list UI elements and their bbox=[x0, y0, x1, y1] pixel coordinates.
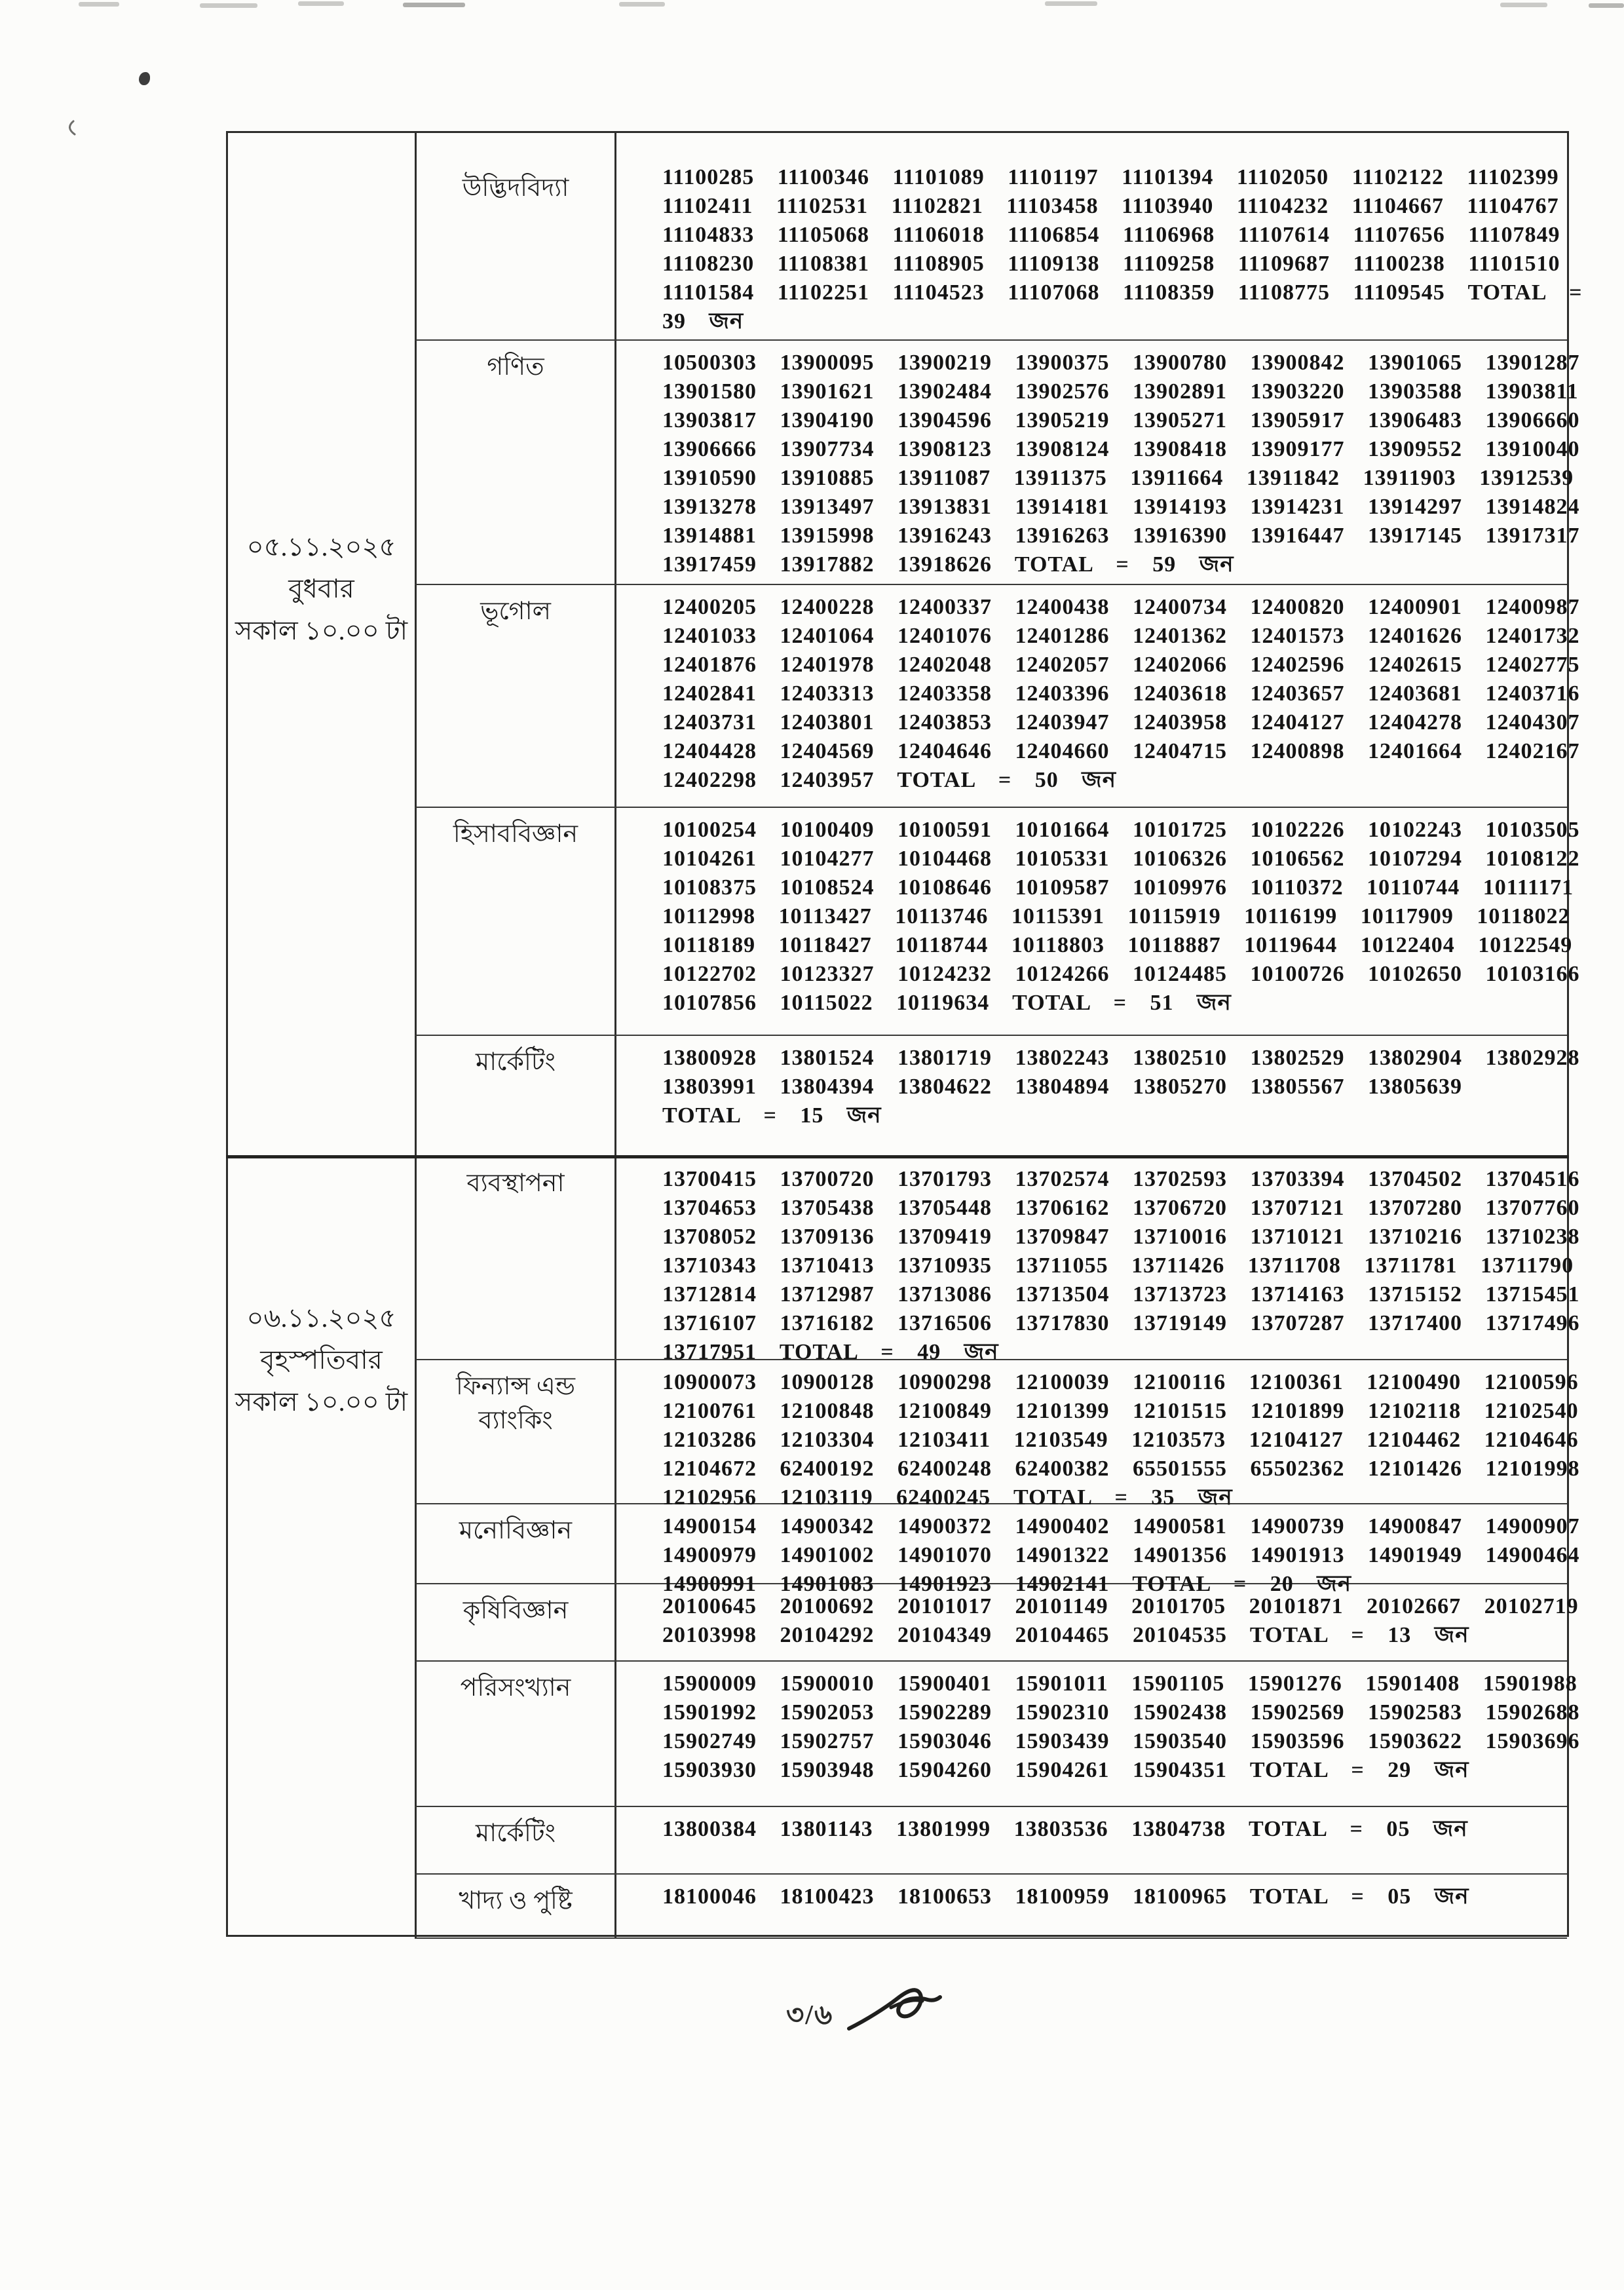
session-time: সকাল ১০.০০ টা bbox=[235, 1387, 408, 1417]
subject-name-line2: ব্যাংকিং bbox=[478, 1407, 553, 1434]
roll-numbers-line: 13901580 13901621 13902484 13902576 13902891 13903220 13903588 13903811 bbox=[662, 379, 1579, 404]
roll-numbers-line: 11104833 11105068 11106018 11106854 11106968 11107614 11107656 11107849 bbox=[662, 223, 1560, 247]
roll-numbers-line: 18100046 18100423 18100653 18100959 18100965 TOTAL = 05 জন bbox=[662, 1884, 1469, 1909]
roll-numbers-line: 12100761 12100848 12100849 12101399 12101515 12101899 12102118 12102540 bbox=[662, 1399, 1579, 1423]
table-row bbox=[415, 1662, 1580, 1807]
roll-numbers-line: 13800384 13801143 13801999 13803536 13804738 TOTAL = 05 জন bbox=[662, 1817, 1468, 1841]
signature-mark bbox=[845, 1977, 943, 2043]
scan-artifact-dash bbox=[1589, 3, 1624, 8]
roll-numbers-line: 11102411 11102531 11102821 11103458 11103940 11104232 11104667 11104767 bbox=[662, 194, 1559, 218]
roll-numbers-line: 13910590 13910885 13911087 13911375 13911664 13911842 13911903 13912539 bbox=[662, 466, 1574, 490]
roll-numbers-line: 15902749 15902757 15903046 15903439 15903540 15903596 15903622 15903696 bbox=[662, 1729, 1580, 1753]
roll-numbers-line: 12401876 12401978 12402048 12402057 12402066 12402596 12402615 12402775 bbox=[662, 653, 1580, 677]
subject-name: খাদ্য ও পুষ্টি bbox=[459, 1887, 573, 1915]
table-row bbox=[415, 585, 1580, 808]
roll-numbers-line: 13903817 13904190 13904596 13905219 13905271 13905917 13906483 13906660 bbox=[662, 408, 1580, 432]
scan-artifact-dash bbox=[298, 1, 344, 6]
roll-numbers-line: 10108375 10108524 10108646 10109587 10109976 10110372 10110744 10111171 bbox=[662, 875, 1574, 900]
session-day: বুধবার bbox=[288, 574, 354, 603]
table-row bbox=[415, 808, 1580, 1036]
roll-numbers-line: 13913278 13913497 13913831 13914181 13914193 13914231 13914297 13914824 bbox=[662, 495, 1580, 519]
roll-numbers-line: 20103998 20104292 20104349 20104465 20104535 TOTAL = 13 জন bbox=[662, 1623, 1469, 1647]
roll-numbers-line: 13708052 13709136 13709419 13709847 13710016 13710121 13710216 13710238 bbox=[662, 1225, 1580, 1249]
roll-numbers-cell bbox=[614, 1157, 1587, 1364]
table-row bbox=[415, 1036, 1580, 1157]
roll-numbers-line: 12402841 12403313 12403358 12403396 12403618 12403657 12403681 12403716 bbox=[662, 681, 1580, 706]
roll-numbers-cell bbox=[614, 341, 1587, 584]
subject-name-line1: ফিন্যান্স এন্ড bbox=[455, 1373, 575, 1400]
table-row bbox=[415, 1360, 1580, 1510]
roll-numbers-line: 15903930 15903948 15904260 15904261 15904351 TOTAL = 29 জন bbox=[662, 1758, 1469, 1782]
roll-numbers-line: 11100285 11100346 11101089 11101197 11101394 11102050 11102122 11102399 bbox=[662, 165, 1559, 189]
subject-name: মার্কেটিং bbox=[476, 1048, 556, 1076]
roll-numbers-line: 12401033 12401064 12401076 12401286 12401362 12401573 12401626 12401732 bbox=[662, 624, 1580, 648]
roll-numbers-line: 13704653 13705438 13705448 13706162 13706720 13707121 13707280 13707760 bbox=[662, 1196, 1580, 1220]
subject-name: মার্কেটিং bbox=[476, 1820, 556, 1847]
session-date: ০৫.১১.২০২৫ bbox=[246, 532, 396, 562]
table-row bbox=[415, 1875, 1567, 1939]
scan-artifact-dash bbox=[619, 2, 665, 7]
session-time: সকাল ১০.০০ টা bbox=[235, 616, 408, 645]
table-row bbox=[415, 133, 1583, 341]
subject-name: পরিসংখ্যান bbox=[460, 1674, 571, 1702]
scan-artifact-dash bbox=[79, 2, 119, 7]
roll-numbers-line: 13700415 13700720 13701793 13702574 13702593 13703394 13704502 13704516 bbox=[662, 1167, 1580, 1191]
roll-numbers-line: 13906666 13907734 13908123 13908124 13908418 13909177 13909552 13910040 bbox=[662, 437, 1580, 461]
roll-numbers-line: 10100254 10100409 10100591 10101664 10101725 10102226 10102243 10103505 bbox=[662, 818, 1580, 842]
date-cell-session-1 bbox=[228, 133, 415, 1157]
roll-numbers-cell bbox=[614, 1807, 1567, 1873]
date-cell-session-2 bbox=[228, 1158, 415, 1939]
roll-numbers-cell bbox=[614, 1875, 1567, 1937]
ink-curl-mark bbox=[63, 120, 80, 137]
roll-numbers-line: 12102956 12103119 62400245 TOTAL = 35 জন bbox=[662, 1485, 1233, 1510]
roll-numbers-line: 14900991 14901083 14901923 14902141 TOTAL = 20 জন bbox=[662, 1572, 1351, 1596]
roll-numbers-line: 10122702 10123327 10124232 10124266 10124485 10100726 10102650 10103166 bbox=[662, 962, 1580, 986]
subject-name bbox=[417, 1360, 614, 1503]
roll-numbers-line: 13717951 TOTAL = 49 জন bbox=[662, 1340, 999, 1364]
subject-name: মনোবিজ্ঞান bbox=[459, 1517, 573, 1544]
roll-numbers-line: 20100645 20100692 20101017 20101149 20101705 20101871 20102667 20102719 bbox=[662, 1594, 1579, 1618]
subject-name: গণিত bbox=[487, 353, 544, 381]
scan-artifact-dash bbox=[200, 3, 257, 8]
roll-numbers-line: 15901992 15902053 15902289 15902310 15902438 15902569 15902583 15902688 bbox=[662, 1700, 1580, 1725]
ink-speck bbox=[139, 72, 150, 85]
roll-numbers-line: 12404428 12404569 12404646 12404660 12404715 12400898 12401664 12402167 bbox=[662, 739, 1580, 763]
roll-numbers-line: 12103286 12103304 12103411 12103549 12103573 12104127 12104462 12104646 bbox=[662, 1428, 1579, 1452]
roll-numbers-line: 13803991 13804394 13804622 13804894 13805270 13805567 13805639 bbox=[662, 1075, 1462, 1099]
roll-numbers-cell bbox=[614, 1662, 1587, 1806]
roll-numbers-line: 12403731 12403801 12403853 12403947 12403958 12404127 12404278 12404307 bbox=[662, 710, 1580, 735]
roll-numbers-cell bbox=[614, 133, 1589, 339]
scan-artifact-dash bbox=[1045, 1, 1097, 6]
subject-name: ব্যবস্থাপনা bbox=[466, 1170, 565, 1197]
roll-numbers-line: 14900979 14901002 14901070 14901322 14901356 14901913 14901949 14900464 bbox=[662, 1543, 1580, 1567]
table-row bbox=[415, 1157, 1580, 1364]
roll-numbers-line: 13800928 13801524 13801719 13802243 13802510 13802529 13802904 13802928 bbox=[662, 1046, 1580, 1070]
session-group-divider bbox=[226, 1155, 1569, 1158]
subject-name: উদ্ভিদবিদ্যা bbox=[462, 174, 569, 202]
exam-schedule-table bbox=[226, 131, 1583, 1937]
roll-numbers-line: 10500303 13900095 13900219 13900375 13900780 13900842 13901065 13901287 bbox=[662, 351, 1580, 375]
roll-numbers-line: 10118189 10118427 10118744 10118803 10118887 10119644 10122404 10122549 bbox=[662, 933, 1573, 957]
table-row bbox=[415, 1807, 1567, 1875]
roll-numbers-cell bbox=[614, 808, 1587, 1035]
roll-numbers-line: 15900009 15900010 15900401 15901011 15901105 15901276 15901408 15901988 bbox=[662, 1671, 1577, 1696]
roll-numbers-line: 11108230 11108381 11108905 11109138 11109258 11109687 11100238 11101510 bbox=[662, 252, 1560, 276]
roll-numbers-cell bbox=[614, 1036, 1587, 1156]
roll-numbers-line: 10900073 10900128 10900298 12100039 12100116 12100361 12100490 12100596 bbox=[662, 1370, 1579, 1394]
table-row bbox=[415, 341, 1580, 585]
session-day: বৃহস্পতিবার bbox=[260, 1345, 383, 1375]
roll-numbers-line: 13710343 13710413 13710935 13711055 13711426 13711708 13711781 13711790 bbox=[662, 1253, 1574, 1278]
subject-name: কৃষিবিজ্ঞান bbox=[463, 1597, 569, 1624]
table-row bbox=[415, 1584, 1579, 1662]
scan-artifact-dash bbox=[403, 3, 465, 7]
roll-numbers-line: 10104261 10104277 10104468 10105331 10106326 10106562 10107294 10108122 bbox=[662, 847, 1580, 871]
roll-numbers-cell bbox=[614, 1360, 1587, 1510]
roll-numbers-line: TOTAL = 15 জন bbox=[662, 1103, 882, 1128]
table-row bbox=[415, 1504, 1580, 1596]
session-date: ০৬.১১.২০২৫ bbox=[246, 1303, 396, 1333]
roll-numbers-line: 12400205 12400228 12400337 12400438 12400734 12400820 12400901 12400987 bbox=[662, 595, 1580, 619]
scan-artifact-dash bbox=[1500, 3, 1547, 7]
roll-numbers-line: 10112998 10113427 10113746 10115391 10115919 10116199 10117909 10118022 bbox=[662, 904, 1570, 928]
roll-numbers-line: 13917459 13917882 13918626 TOTAL = 59 জন bbox=[662, 552, 1234, 577]
roll-numbers-cell bbox=[614, 1504, 1587, 1596]
page-number: ৩/৬ bbox=[786, 2000, 834, 2031]
roll-numbers-line: 13716107 13716182 13716506 13717830 13719149 13707287 13717400 13717496 bbox=[662, 1311, 1580, 1335]
subject-name: হিসাববিজ্ঞান bbox=[453, 820, 578, 848]
roll-numbers-cell bbox=[614, 585, 1587, 807]
roll-numbers-line: 10107856 10115022 10119634 TOTAL = 51 জন bbox=[662, 991, 1232, 1015]
roll-numbers-line: 13712814 13712987 13713086 13713504 13713723 13714163 13715152 13715451 bbox=[662, 1282, 1580, 1307]
roll-numbers-cell bbox=[614, 1584, 1585, 1660]
roll-numbers-line: 12402298 12403957 TOTAL = 50 জন bbox=[662, 768, 1116, 792]
subject-name: ভূগোল bbox=[480, 598, 551, 625]
roll-numbers-line: 39 জন bbox=[662, 309, 744, 334]
roll-numbers-line: 13914881 13915998 13916243 13916263 13916390 13916447 13917145 13917317 bbox=[662, 524, 1580, 548]
roll-numbers-line: 14900154 14900342 14900372 14900402 14900581 14900739 14900847 14900907 bbox=[662, 1514, 1580, 1538]
roll-numbers-line: 12104672 62400192 62400248 62400382 65501555 65502362 12101426 12101998 bbox=[662, 1457, 1580, 1481]
roll-numbers-line: 11101584 11102251 11104523 11107068 11108359 11108775 11109545 TOTAL = bbox=[662, 280, 1583, 305]
